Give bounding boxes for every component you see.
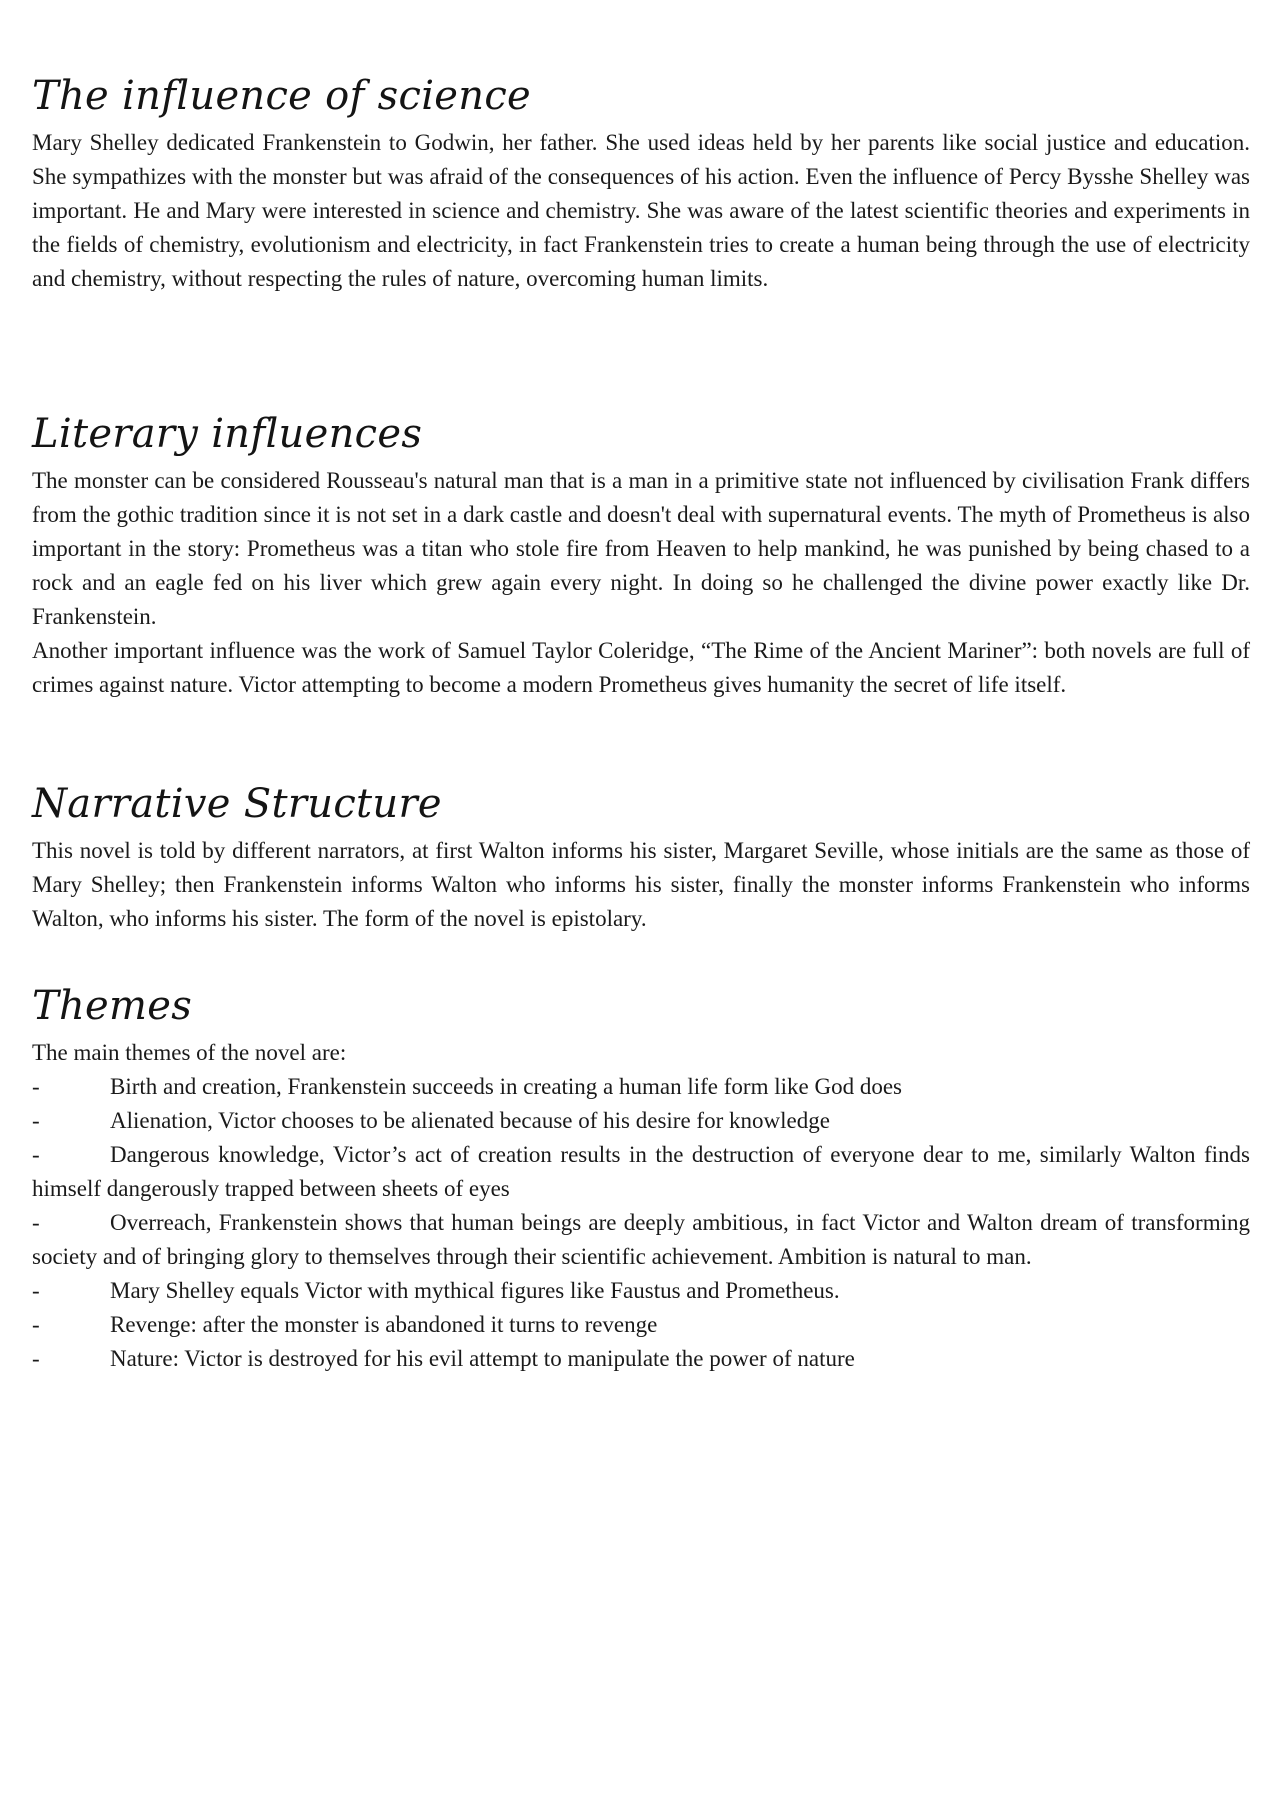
section-literary-influences bbox=[32, 410, 1250, 702]
list-bullet: - bbox=[32, 1278, 40, 1303]
themes-list bbox=[32, 1070, 1250, 1376]
section-paragraph: The monster can be considered Rousseau's natural man that is a man in a primitive state not influenced by civilisation Frank differs from the gothic tradition since it is not set in a dark castle and doesn't deal with supernatural events. The myth of Prometheus is also important in the story: Prometheus was a titan who stole fire from Heaven to help mankind, he was punished by being chased to a rock and an eagle fed on his liver which grew again every night. In doing so he challenged the divine power exactly like Dr. Frankenstein. bbox=[32, 468, 1250, 629]
list-bullet: - bbox=[32, 1108, 40, 1133]
section-paragraph: Mary Shelley dedicated Frankenstein to Godwin, her father. She used ideas held by her parents like social justice and education. She sympathizes with the monster but was afraid of the consequences of his action. Even the influence of Percy Bysshe Shelley was important. He and Mary were interested in science and chemistry. She was aware of the latest scientific theories and experiments in the fields of chemistry, evolutionism and electricity, in fact Frankenstein tries to create a human being through the use of electricity and chemistry, without respecting the rules of nature, overcoming human limits. bbox=[32, 130, 1250, 291]
list-bullet: - bbox=[32, 1346, 40, 1371]
list-item bbox=[32, 1104, 1250, 1138]
list-item-text: Revenge: after the monster is abandoned it turns to revenge bbox=[110, 1312, 658, 1337]
list-item-text: Alienation, Victor chooses to be alienated because of his desire for knowledge bbox=[110, 1108, 830, 1133]
list-bullet: - bbox=[32, 1210, 40, 1235]
section-paragraph: Another important influence was the work of Samuel Taylor Coleridge, “The Rime of the Ancient Mariner”: both novels are full of crimes against nature. Victor attempting to become a modern Prometheus gives humanity the secret of life itself. bbox=[32, 638, 1250, 697]
section-heading: The influence of science bbox=[32, 73, 531, 119]
list-bullet: - bbox=[32, 1312, 40, 1337]
section-narrative-structure bbox=[32, 780, 1250, 936]
section-themes bbox=[32, 982, 1250, 1376]
list-item-text: Dangerous knowledge, Victor’s act of creation results in the destruction of everyone dear to me, similarly Walton finds himself dangerously trapped between sheets of eyes bbox=[32, 1142, 1250, 1201]
section-heading: Themes bbox=[32, 983, 193, 1029]
section-heading: Literary influences bbox=[32, 411, 423, 457]
list-item bbox=[32, 1206, 1250, 1274]
list-item-text: Birth and creation, Frankenstein succeeds in creating a human life form like God does bbox=[110, 1074, 902, 1099]
list-item-text: Mary Shelley equals Victor with mythical figures like Faustus and Prometheus. bbox=[110, 1278, 840, 1303]
list-item bbox=[32, 1070, 1250, 1104]
list-item-text: Nature: Victor is destroyed for his evil attempt to manipulate the power of nature bbox=[110, 1346, 855, 1371]
list-bullet: - bbox=[32, 1142, 40, 1167]
list-item bbox=[32, 1274, 1250, 1308]
list-bullet: - bbox=[32, 1074, 40, 1099]
list-item bbox=[32, 1138, 1250, 1206]
section-heading: Narrative Structure bbox=[32, 781, 442, 827]
themes-intro: The main themes of the novel are: bbox=[32, 1040, 347, 1065]
section-paragraph: This novel is told by different narrators, at first Walton informs his sister, Margaret Seville, whose initials are the same as those of Mary Shelley; then Frankenstein informs Walton who informs his sister, finally the monster informs Frankenstein who informs Walton, who informs his sister. The form of the novel is epistolary. bbox=[32, 838, 1250, 931]
section-influence-of-science bbox=[32, 72, 1250, 296]
list-item-text: Overreach, Frankenstein shows that human beings are deeply ambitious, in fact Victor and Walton dream of transforming society and of bringing glory to themselves through their scientific achievement. Ambition is natural to man. bbox=[32, 1210, 1250, 1269]
list-item bbox=[32, 1342, 1250, 1376]
list-item bbox=[32, 1308, 1250, 1342]
